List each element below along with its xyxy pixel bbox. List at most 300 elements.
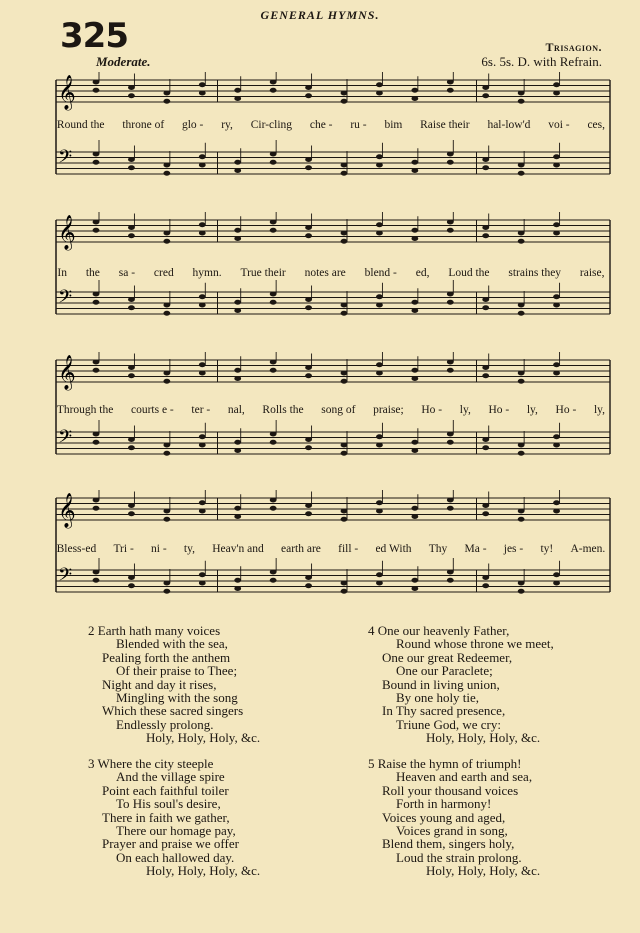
verse-text: Triune God, we cry:	[396, 716, 501, 732]
note-head	[93, 440, 100, 445]
note-head	[128, 225, 135, 230]
lyric-syllable: the	[85, 267, 100, 279]
verse-refrain	[368, 731, 554, 744]
verse-refrain	[88, 731, 260, 744]
music-system	[48, 352, 614, 470]
note-head	[447, 152, 454, 157]
note-head	[163, 99, 170, 104]
note-head	[553, 434, 560, 439]
verse-text: Raise the hymn of triumph!	[377, 756, 522, 771]
note-head	[482, 445, 489, 450]
note-head	[518, 451, 525, 456]
note-head	[93, 360, 100, 365]
verse-text: Voices grand in song,	[396, 823, 508, 839]
music-system	[48, 212, 614, 330]
lyric-syllable: ly,	[459, 404, 471, 416]
note-head	[482, 297, 489, 302]
lyric-syllable: ces,	[587, 119, 605, 131]
note-head	[305, 305, 312, 310]
verse-text: Voices young and aged,	[382, 809, 506, 825]
treble-clef-icon: 𝄞	[58, 355, 76, 390]
verse-text: And the village spire	[116, 769, 225, 785]
verse-text: Which these sacred singers	[102, 703, 244, 719]
note-head	[128, 305, 135, 310]
music-system	[48, 72, 614, 190]
verse-text: Of their praise to Thee;	[116, 663, 238, 679]
note-head	[341, 371, 348, 376]
note-head	[199, 222, 206, 227]
verse-line	[88, 784, 260, 797]
lyric-syllable: Rolls the	[262, 404, 304, 416]
verse-text: Holy, Holy, Holy, &c.	[146, 730, 261, 746]
verse-text: Point each faithful toiler	[102, 782, 229, 798]
lyric-syllable: ni -	[151, 543, 167, 555]
lyric-syllable: True their	[240, 267, 286, 279]
lyric-syllable: glo -	[181, 119, 204, 131]
lyric-syllable: In	[57, 267, 68, 279]
note-head	[128, 575, 135, 580]
note-head	[518, 303, 525, 308]
note-head	[447, 88, 454, 93]
bass-clef-icon: 𝄢	[58, 287, 73, 312]
note-head	[411, 506, 418, 511]
note-head	[128, 583, 135, 588]
note-head	[305, 511, 312, 516]
note-head	[341, 443, 348, 448]
verse-text: To His soul's desire,	[116, 796, 221, 812]
verse-line	[88, 770, 260, 783]
verse-text: Holy, Holy, Holy, &c.	[426, 863, 541, 879]
note-head	[518, 589, 525, 594]
verse-line	[88, 678, 260, 691]
note-head	[411, 578, 418, 583]
verse-number: 4	[368, 623, 378, 638]
note-head	[234, 506, 241, 511]
note-head	[411, 228, 418, 233]
note-head	[163, 451, 170, 456]
note-head	[411, 96, 418, 101]
note-head	[482, 583, 489, 588]
verse-text: Night and day it rises,	[102, 676, 217, 692]
lyric-syllable: Ho -	[421, 404, 443, 416]
verse-block	[88, 624, 260, 745]
note-head	[234, 368, 241, 373]
lyric-syllable: sa -	[118, 267, 136, 279]
verse-line	[368, 651, 554, 664]
note-head	[163, 311, 170, 316]
note-head	[270, 152, 277, 157]
lyric-syllable: hal-low'd	[487, 119, 531, 131]
note-head	[376, 434, 383, 439]
lyric-line	[48, 543, 614, 555]
note-head	[93, 506, 100, 511]
note-head	[93, 570, 100, 575]
verse-text: One our Paraclete;	[396, 663, 493, 679]
verse-line	[368, 704, 554, 717]
note-head	[482, 511, 489, 516]
note-head	[553, 371, 560, 376]
note-head	[341, 171, 348, 176]
verse-line	[368, 837, 540, 850]
note-head	[199, 294, 206, 299]
note-head	[518, 91, 525, 96]
verse-line	[88, 691, 260, 704]
note-head	[305, 85, 312, 90]
note-head	[128, 297, 135, 302]
verse-text: Prayer and praise we offer	[102, 836, 239, 852]
note-head	[411, 236, 418, 241]
verse-line	[88, 664, 260, 677]
note-head	[234, 300, 241, 305]
note-head	[411, 368, 418, 373]
verse-line	[88, 704, 260, 717]
note-head	[163, 379, 170, 384]
lyric-syllable: ry,	[221, 119, 233, 131]
note-head	[163, 443, 170, 448]
note-head	[199, 434, 206, 439]
note-head	[93, 368, 100, 373]
note-head	[411, 440, 418, 445]
note-head	[163, 303, 170, 308]
note-head	[518, 517, 525, 522]
note-head	[93, 152, 100, 157]
lyric-syllable: Round the	[56, 119, 105, 131]
note-head	[553, 509, 560, 514]
lyric-syllable: Through the	[56, 404, 114, 416]
note-head	[518, 379, 525, 384]
note-head	[411, 308, 418, 313]
verse-line	[368, 637, 554, 650]
note-head	[376, 371, 383, 376]
note-head	[376, 163, 383, 168]
note-head	[447, 578, 454, 583]
note-head	[518, 171, 525, 176]
note-head	[270, 88, 277, 93]
verse-text: Endlessly prolong.	[116, 716, 214, 732]
hymn-number: 325	[60, 16, 128, 56]
note-head	[199, 154, 206, 159]
tempo-marking: Moderate.	[96, 54, 151, 69]
lyric-syllable: Ho -	[488, 404, 510, 416]
note-head	[411, 300, 418, 305]
note-head	[482, 85, 489, 90]
note-head	[93, 88, 100, 93]
note-head	[234, 376, 241, 381]
verse-text: Heaven and earth and sea,	[396, 769, 533, 785]
note-head	[93, 80, 100, 85]
lyric-syllable: Tri -	[113, 543, 134, 555]
note-head	[553, 91, 560, 96]
note-head	[553, 581, 560, 586]
treble-clef-icon: 𝄞	[58, 215, 76, 250]
note-head	[305, 583, 312, 588]
note-head	[128, 503, 135, 508]
note-head	[305, 93, 312, 98]
verse-line	[88, 824, 260, 837]
lyric-syllable: hymn.	[192, 267, 222, 279]
lyric-syllable: cred	[153, 267, 174, 279]
lyric-syllable: courts e -	[130, 404, 174, 416]
note-head	[128, 233, 135, 238]
note-head	[199, 231, 206, 236]
verse-line	[368, 851, 540, 864]
note-head	[270, 440, 277, 445]
note-head	[518, 239, 525, 244]
note-head	[447, 160, 454, 165]
note-head	[518, 581, 525, 586]
note-head	[93, 578, 100, 583]
note-head	[447, 440, 454, 445]
note-head	[518, 311, 525, 316]
note-head	[93, 498, 100, 503]
note-head	[376, 303, 383, 308]
lyric-syllable: notes are	[304, 267, 346, 279]
verse-line	[88, 757, 260, 770]
note-head	[482, 575, 489, 580]
lyric-syllable: A-men.	[570, 543, 606, 555]
verse-line	[88, 624, 260, 637]
note-head	[163, 581, 170, 586]
note-head	[305, 437, 312, 442]
note-head	[447, 228, 454, 233]
note-head	[376, 154, 383, 159]
note-head	[305, 157, 312, 162]
verse-block	[368, 624, 554, 745]
note-head	[270, 506, 277, 511]
note-head	[553, 443, 560, 448]
note-head	[270, 578, 277, 583]
note-head	[270, 80, 277, 85]
note-head	[270, 300, 277, 305]
lyric-syllable: ru -	[350, 119, 367, 131]
lyric-syllable: praise;	[373, 404, 404, 416]
note-head	[482, 437, 489, 442]
note-head	[376, 222, 383, 227]
verse-line	[368, 784, 540, 797]
note-head	[447, 292, 454, 297]
note-head	[305, 365, 312, 370]
note-head	[93, 300, 100, 305]
verse-text: There our homage pay,	[116, 823, 236, 839]
note-head	[199, 371, 206, 376]
note-head	[270, 368, 277, 373]
verse-text: Blended with the sea,	[116, 636, 228, 652]
note-head	[447, 368, 454, 373]
note-head	[553, 154, 560, 159]
note-head	[128, 85, 135, 90]
lyric-syllable: blend -	[364, 267, 397, 279]
note-head	[93, 228, 100, 233]
note-head	[376, 82, 383, 87]
lyric-syllable: ty,	[183, 543, 195, 555]
note-head	[163, 239, 170, 244]
note-head	[341, 379, 348, 384]
lyric-syllable: bim	[384, 119, 403, 131]
bass-clef-icon: 𝄢	[58, 427, 73, 452]
note-head	[447, 570, 454, 575]
note-head	[553, 222, 560, 227]
note-head	[411, 586, 418, 591]
note-head	[447, 80, 454, 85]
note-head	[518, 371, 525, 376]
note-head	[128, 437, 135, 442]
note-head	[234, 586, 241, 591]
verse-text: On each hallowed day.	[116, 849, 235, 865]
verse-line	[368, 757, 540, 770]
lyric-syllable: Ho -	[555, 404, 577, 416]
note-head	[376, 294, 383, 299]
note-head	[376, 231, 383, 236]
note-head	[199, 82, 206, 87]
note-head	[411, 160, 418, 165]
note-head	[411, 376, 418, 381]
music-system	[48, 490, 614, 615]
note-head	[376, 500, 383, 505]
note-head	[305, 575, 312, 580]
lyric-syllable: ty!	[540, 543, 554, 555]
lyric-syllable: song of	[321, 404, 356, 416]
note-head	[447, 506, 454, 511]
verse-line	[368, 624, 554, 637]
bass-clef-icon: 𝄢	[58, 565, 73, 590]
lyric-line	[48, 267, 614, 279]
verse-line	[368, 718, 554, 731]
lyric-syllable: ed,	[415, 267, 430, 279]
note-head	[270, 498, 277, 503]
lyric-syllable: strains they	[508, 267, 562, 279]
note-head	[553, 303, 560, 308]
verse-line	[88, 718, 260, 731]
lyric-line	[48, 404, 614, 416]
lyric-syllable: Thy	[428, 543, 448, 555]
note-head	[128, 93, 135, 98]
note-head	[199, 581, 206, 586]
note-head	[305, 225, 312, 230]
lyric-syllable: raise,	[579, 267, 605, 279]
note-head	[341, 239, 348, 244]
note-head	[270, 570, 277, 575]
meter-marking: 6s. 5s. D. with Refrain.	[481, 54, 602, 69]
note-head	[234, 168, 241, 173]
note-head	[163, 371, 170, 376]
verse-line	[368, 824, 540, 837]
note-head	[553, 294, 560, 299]
note-head	[376, 509, 383, 514]
note-head	[234, 88, 241, 93]
note-head	[234, 160, 241, 165]
note-head	[376, 572, 383, 577]
note-head	[270, 292, 277, 297]
lyric-line	[48, 119, 614, 131]
note-head	[93, 160, 100, 165]
note-head	[376, 581, 383, 586]
note-head	[128, 157, 135, 162]
verse-line	[88, 851, 260, 864]
note-head	[305, 373, 312, 378]
note-head	[341, 163, 348, 168]
note-head	[199, 509, 206, 514]
note-head	[482, 233, 489, 238]
note-head	[163, 589, 170, 594]
lyric-syllable: Raise their	[420, 119, 470, 131]
verse-block	[88, 757, 260, 878]
note-head	[482, 373, 489, 378]
note-head	[482, 165, 489, 170]
note-head	[199, 91, 206, 96]
note-head	[518, 443, 525, 448]
note-head	[163, 231, 170, 236]
note-head	[234, 578, 241, 583]
verse-line	[88, 797, 260, 810]
note-head	[341, 509, 348, 514]
note-head	[447, 300, 454, 305]
lyric-syllable: throne of	[122, 119, 165, 131]
verse-text: Round whose throne we meet,	[396, 636, 554, 652]
note-head	[482, 157, 489, 162]
verse-text: One our heavenly Father,	[377, 623, 510, 638]
lyric-syllable: voi -	[548, 119, 570, 131]
verse-line	[368, 678, 554, 691]
note-head	[199, 303, 206, 308]
bass-clef-icon: 𝄢	[58, 147, 73, 172]
note-head	[128, 511, 135, 516]
note-head	[341, 451, 348, 456]
note-head	[341, 91, 348, 96]
note-head	[518, 509, 525, 514]
verse-text: Bound in living union,	[382, 676, 500, 692]
note-head	[305, 503, 312, 508]
note-head	[341, 99, 348, 104]
verse-line	[88, 637, 260, 650]
lyric-syllable: fill -	[338, 543, 359, 555]
note-head	[341, 231, 348, 236]
note-head	[553, 572, 560, 577]
verse-line	[368, 664, 554, 677]
lyric-syllable: Cir-cling	[250, 119, 293, 131]
note-head	[553, 163, 560, 168]
treble-clef-icon: 𝄞	[58, 75, 76, 110]
note-head	[518, 231, 525, 236]
lyric-syllable: nal,	[227, 404, 245, 416]
lyric-syllable: Loud the	[448, 267, 490, 279]
verse-text: In Thy sacred presence,	[382, 703, 506, 719]
verse-line	[88, 837, 260, 850]
note-head	[447, 220, 454, 225]
note-head	[93, 220, 100, 225]
note-head	[376, 362, 383, 367]
verse-line	[368, 797, 540, 810]
note-head	[234, 514, 241, 519]
verse-text: Pealing forth the anthem	[102, 649, 231, 665]
note-head	[553, 362, 560, 367]
note-head	[270, 360, 277, 365]
verse-line	[368, 811, 540, 824]
note-head	[128, 445, 135, 450]
verse-text: Holy, Holy, Holy, &c.	[146, 863, 261, 879]
note-head	[376, 91, 383, 96]
verse-text: Holy, Holy, Holy, &c.	[426, 730, 541, 746]
verse-text: Loud the strain prolong.	[396, 849, 522, 865]
note-head	[341, 311, 348, 316]
note-head	[482, 365, 489, 370]
note-head	[128, 365, 135, 370]
note-head	[447, 360, 454, 365]
note-head	[234, 308, 241, 313]
verse-number: 3	[88, 756, 98, 771]
verse-text: One our great Redeemer,	[382, 649, 513, 665]
verse-text: Where the city steeple	[97, 756, 214, 771]
note-head	[93, 432, 100, 437]
